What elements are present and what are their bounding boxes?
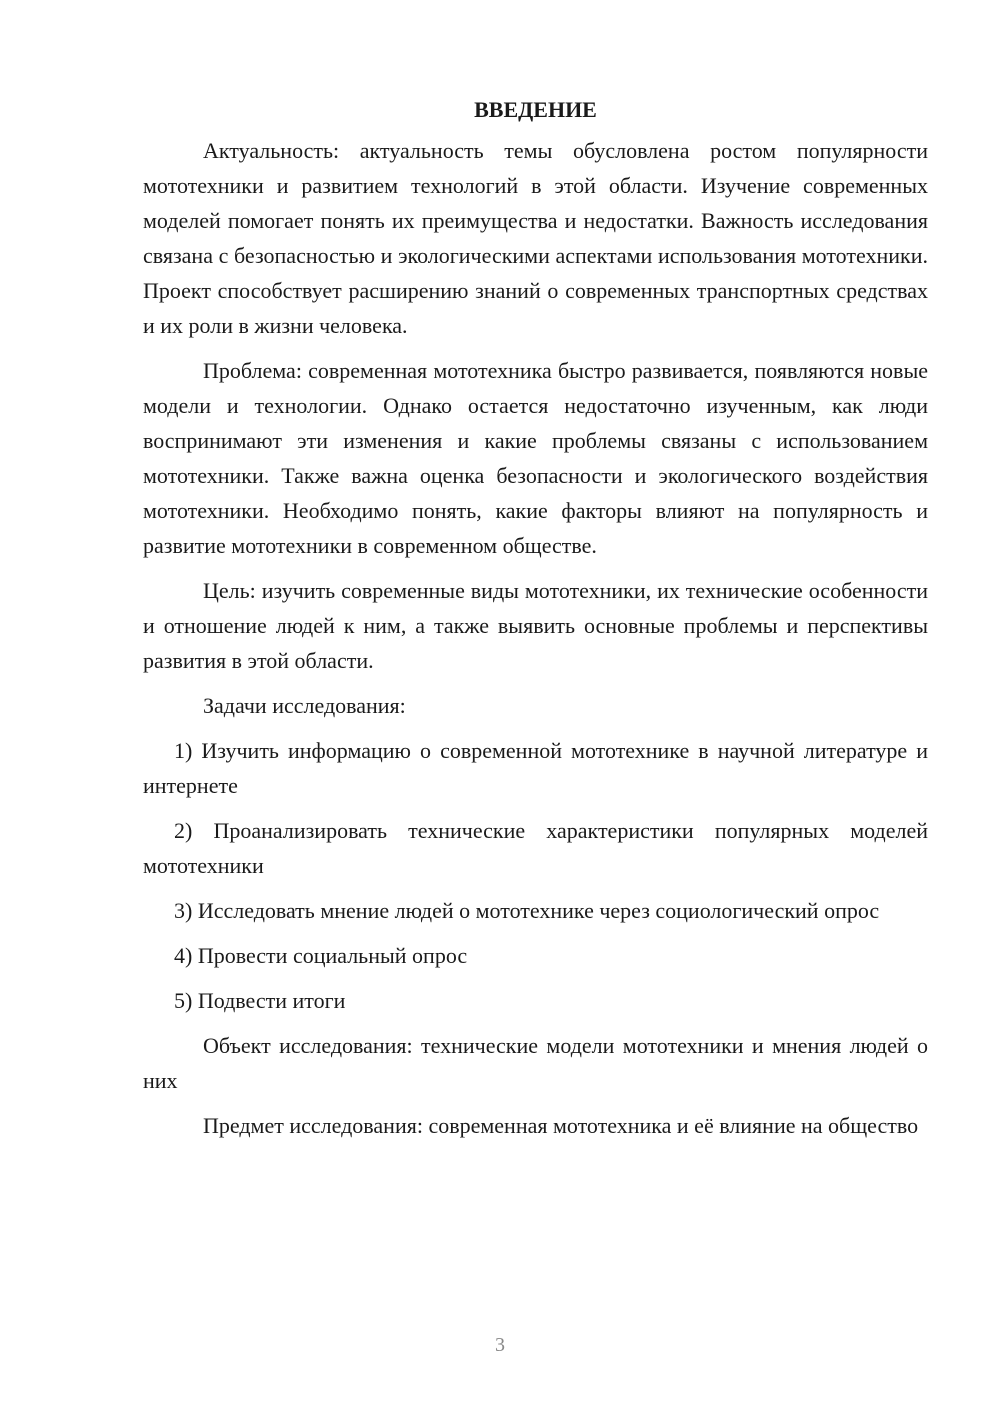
page-title: ВВЕДЕНИЕ [474, 97, 597, 122]
page-content [143, 92, 928, 1153]
relevance-paragraph: Актуальность: актуальность темы обусловлена ростом популярности мототехники и развитием технологий в этой области. Изучение современных моделей помогает понять их преимущества и недостатки. Важность исследования связана с безопасностью и экологическими аспектами использования мототехники. Проект способствует расширению знаний о современных транспортных средствах и их роли в жизни человека. [143, 138, 928, 338]
task-item: 3) Исследовать мнение людей о мототехнике через социологический опрос [174, 898, 880, 923]
tasks-heading: Задачи исследования: [203, 693, 406, 718]
page-number: 3 [495, 1334, 505, 1356]
task-item: 1) Изучить информацию о современной мототехнике в научной литературе и интернете [143, 738, 928, 798]
problem-paragraph: Проблема: современная мототехника быстро развивается, появляются новые модели и технологии. Однако остается недостаточно изученным, как люди воспринимают эти изменения и какие проблемы связаны с использованием мототехники. Также важна оценка безопасности и экологического воздействия мототехники. Необходимо понять, какие факторы влияют на популярность и развитие мототехники в современном обществе. [143, 358, 928, 558]
task-item: 4) Провести социальный опрос [174, 943, 468, 968]
subject-paragraph: Предмет исследования: современная мототехника и её влияние на общество [203, 1113, 919, 1138]
goal-paragraph: Цель: изучить современные виды мототехники, их технические особенности и отношение людей к ним, а также выявить основные проблемы и перспективы развития в этой области. [143, 578, 928, 673]
object-paragraph: Объект исследования: технические модели мототехники и мнения людей о них [143, 1033, 928, 1093]
task-item: 2) Проанализировать технические характеристики популярных моделей мототехники [143, 818, 928, 878]
task-item: 5) Подвести итоги [174, 988, 346, 1013]
